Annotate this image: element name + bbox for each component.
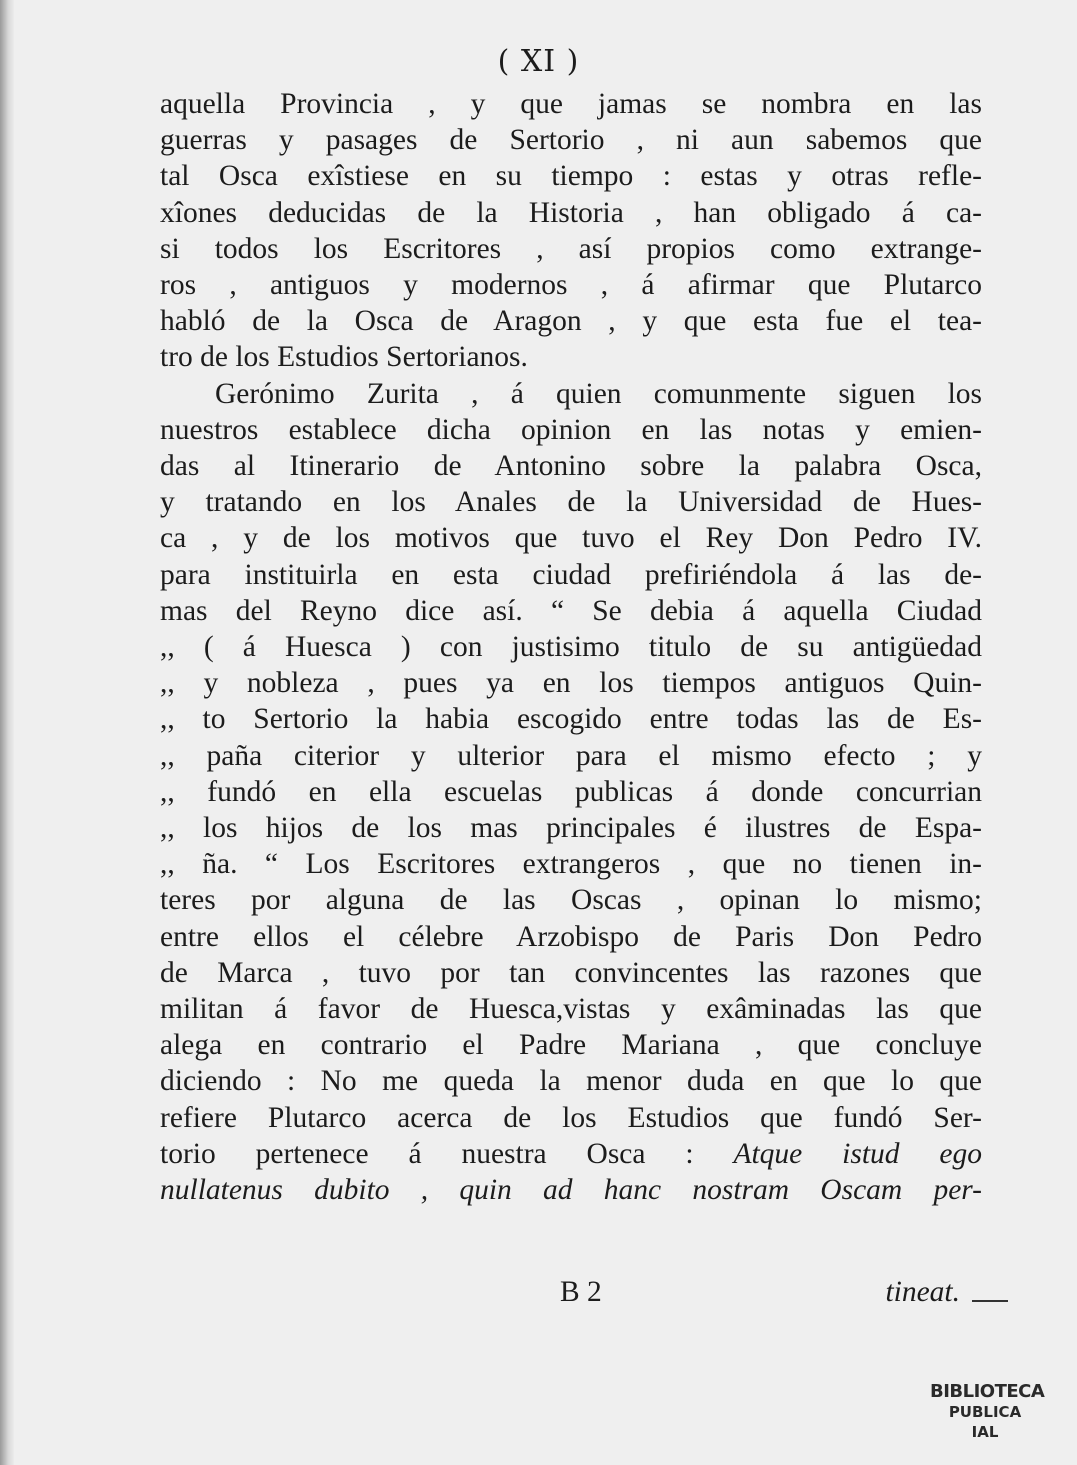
text-line: nuestros establece dicha opinion en las notas y emien- (160, 413, 982, 446)
stamp-line: BIBLIOTECA (930, 1381, 1045, 1402)
text-line: teres por alguna de las Oscas , opinan lo mismo; (160, 884, 982, 917)
latin-quote-segment: Atque istud ego (733, 1137, 982, 1170)
stamp-line: IAL (971, 1423, 999, 1441)
text-line: ,, to Sertorio la habia escogido entre todas las de Es- (160, 703, 982, 736)
text-line: tal Osca exîstiese en su tiempo : estas y otras refle- (160, 160, 982, 193)
text-line: entre ellos el célebre Arzobispo de Paris Don Pedro (160, 920, 982, 953)
page-gutter-shadow (0, 0, 14, 1465)
text-line: das al Itinerario de Antonino sobre la palabra Osca, (160, 450, 982, 483)
catchword: tineat. (885, 1276, 960, 1308)
text-line: de Marca , tuvo por tan convincentes las razones que (160, 956, 982, 989)
text-line: aquella Provincia , y que jamas se nombra en las (160, 88, 982, 120)
footer-dash (972, 1300, 1008, 1302)
text-line: ,, los hijos de los mas principales é ilustres de Espa- (160, 812, 982, 845)
roman-segment: torio pertenece á nuestra Osca : (160, 1137, 734, 1170)
stamp-line: PUBLICA (948, 1403, 1022, 1421)
text-line: nullatenus dubito , quin ad hanc nostram Oscam per- (160, 1174, 982, 1207)
text-line: xîones deducidas de la Historia , han obligado á ca- (160, 196, 982, 229)
text-line: ros , antiguos y modernos , á afirmar que Plutarco (160, 269, 982, 302)
page-number-header: ( XI ) (497, 44, 580, 79)
text-line: diciendo : No me queda la menor duda en que lo que (160, 1065, 982, 1098)
text-line: si todos los Escritores , así propios como extrange- (160, 232, 982, 265)
text-line: militan á favor de Huesca,vistas y exâminadas las que (160, 993, 982, 1026)
text-line: y tratando en los Anales de la Universidad de Hues- (160, 486, 982, 519)
signature-mark: B 2 (560, 1276, 602, 1308)
text-line: ,, ña. “ Los Escritores extrangeros , que no tienen in- (160, 848, 982, 881)
text-line: tro de los Estudios Sertorianos. (160, 341, 528, 374)
text-line: guerras y pasages de Sertorio , ni aun sabemos que (160, 124, 982, 157)
text-line: ,, ( á Huesca ) con justisimo titulo de su antigüedad (160, 631, 982, 664)
text-line: habló de la Osca de Aragon , y que esta fue el tea- (160, 305, 982, 338)
text-line: ,, fundó en ella escuelas publicas á donde concurrian (160, 775, 982, 808)
library-stamp (930, 1381, 1045, 1442)
text-line: mas del Reyno dice así. “ Se debia á aquella Ciudad (160, 594, 982, 627)
text-line: alega en contrario el Padre Mariana , que concluye (160, 1029, 982, 1062)
page-footer (160, 1276, 982, 1316)
text-line: ,, paña citerior y ulterior para el mismo efecto ; y (160, 739, 982, 772)
text-line: para instituirla en esta ciudad prefiriéndola á las de- (160, 558, 982, 591)
body-text (160, 86, 982, 1208)
text-line-mixed (160, 1136, 982, 1172)
text-line: Gerónimo Zurita , á quien comunmente siguen los (215, 377, 982, 410)
text-line: ca , y de los motivos que tuvo el Rey Don Pedro IV. (160, 522, 982, 555)
text-line: ,, y nobleza , pues ya en los tiempos antiguos Quin- (160, 667, 982, 700)
text-line: refiere Plutarco acerca de los Estudios que fundó Ser- (160, 1101, 982, 1134)
